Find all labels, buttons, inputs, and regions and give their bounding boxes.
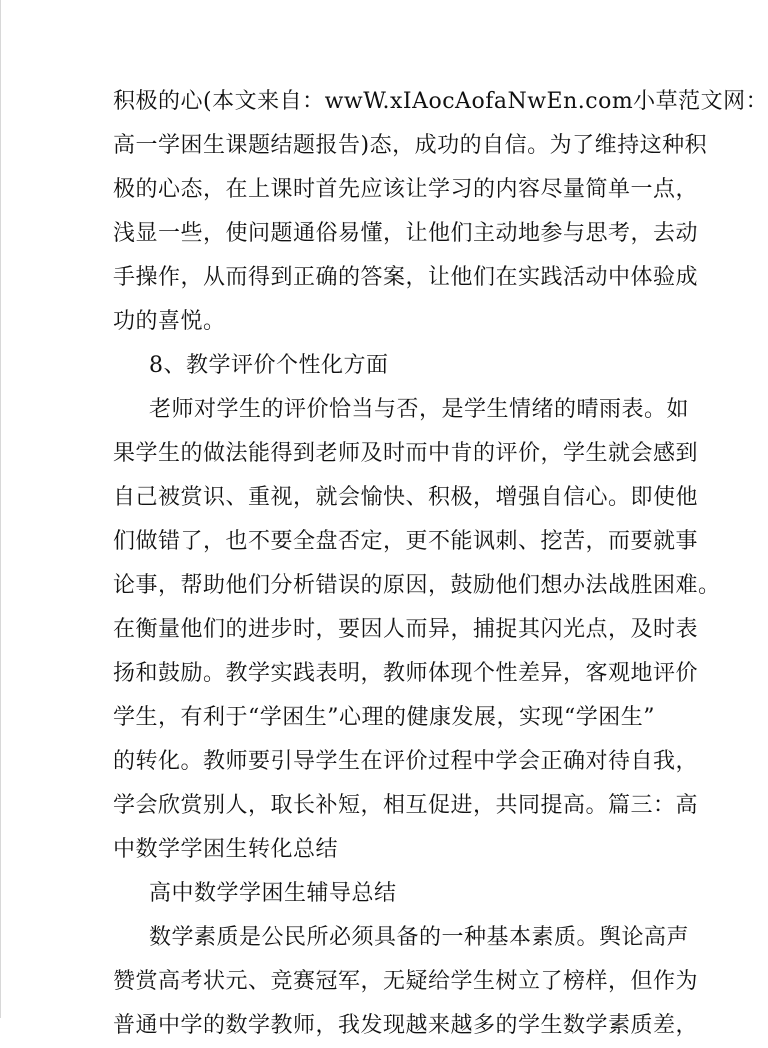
text-line: 论事，帮助他们分析错误的原因，鼓励他们想办法战胜困难。	[113, 573, 721, 598]
text-line: 中数学学困生转化总结	[113, 837, 339, 862]
text-line: 浅显一些，使问题通俗易懂，让他们主动地参与思考，去动	[113, 221, 699, 246]
text-line: 们做错了，也不要全盘否定，更不能讽刺、挖苦，而要就事	[113, 529, 699, 554]
text-line: 赞赏高考状元、竞赛冠军，无疑给学生树立了榜样，但作为	[113, 969, 699, 994]
text-line: 手操作，从而得到正确的答案，让他们在实践活动中体验成	[113, 265, 699, 290]
text-line: 在衡量他们的进步时，要因人而异，捕捉其闪光点，及时表	[113, 617, 699, 642]
text-line: 普通中学的数学教师，我发现越来越多的学生数学素质差，	[113, 1013, 699, 1038]
text-line: 高一学困生课题结题报告)态，成功的自信。为了维持这种积	[113, 133, 708, 158]
text-line: 果学生的做法能得到老师及时而中肯的评价，学生就会感到	[113, 441, 699, 466]
paragraph-start-line: 数学素质是公民所必须具备的一种基本素质。舆论高声	[149, 925, 690, 950]
paragraph-start-line: 老师对学生的评价恰当与否，是学生情绪的晴雨表。如	[149, 397, 690, 422]
text-line: 积极的心(本文来自：wwW.xIAocAofaNwEn.com小草范文网：	[113, 89, 768, 114]
text-line: 学生，有利于“学困生”心理的健康发展，实现“学困生”	[113, 705, 655, 730]
section-heading: 8、教学评价个性化方面	[149, 353, 389, 378]
text-line: 学会欣赏别人，取长补短，相互促进，共同提高。篇三：高	[113, 793, 699, 818]
text-line: 自己被赏识、重视，就会愉快、积极，增强自信心。即使他	[113, 485, 699, 510]
document-body	[113, 80, 768, 1048]
section-heading: 高中数学学困生辅导总结	[149, 881, 397, 906]
text-line: 的转化。教师要引导学生在评价过程中学会正确对待自我，	[113, 749, 699, 774]
text-line: 扬和鼓励。教学实践表明，教师体现个性差异，客观地评价	[113, 661, 699, 686]
text-line: 功的喜悦。	[113, 309, 226, 334]
text-line: 极的心态，在上课时首先应该让学习的内容尽量简单一点，	[113, 177, 699, 202]
